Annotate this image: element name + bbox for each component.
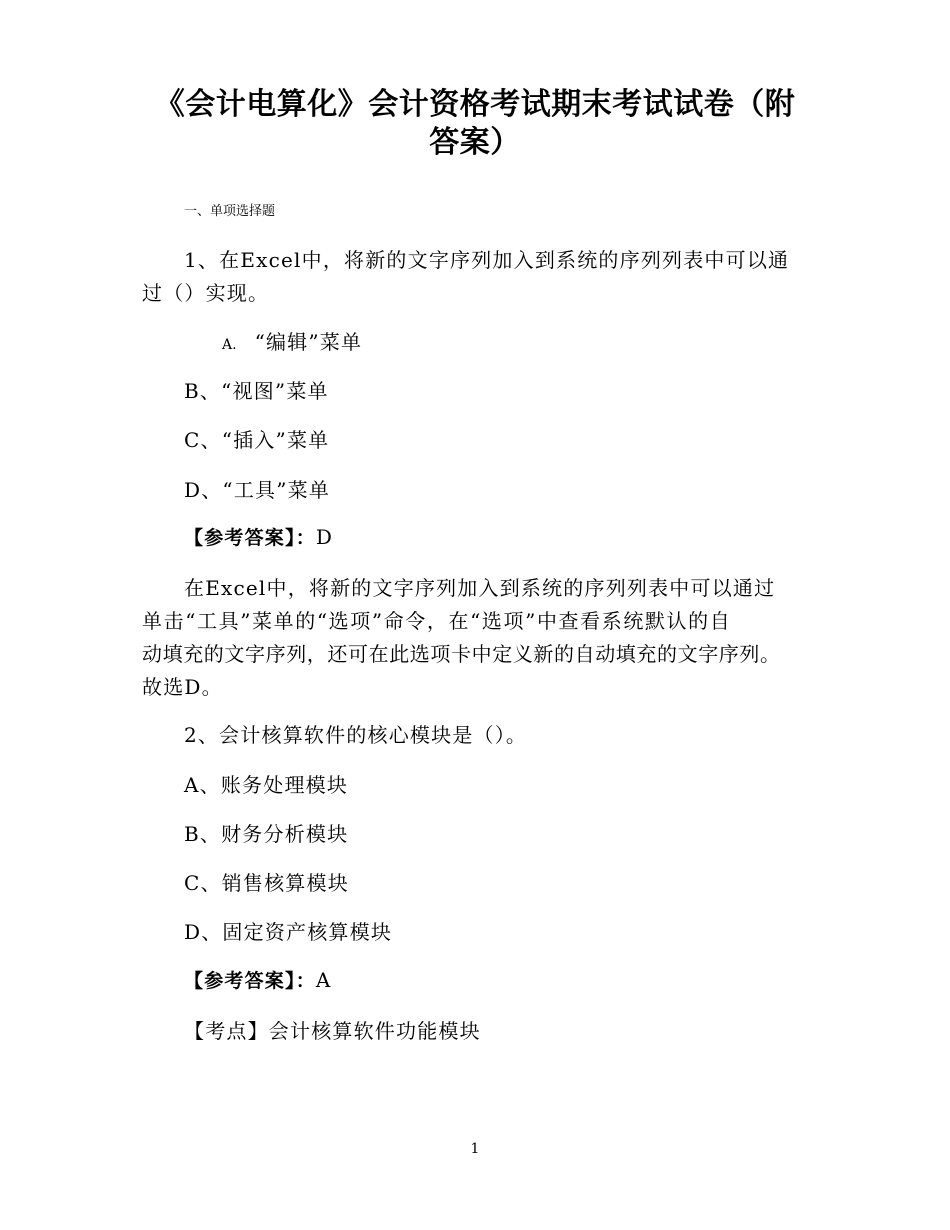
title-line-2: 答案） <box>429 125 521 160</box>
q1-explanation-line-1: 在Excel中，将新的文字序列加入到系统的序列列表中可以通过 <box>184 576 776 600</box>
q1-stem-line-2: 过（）实现。 <box>142 281 270 305</box>
q1-option-b: B、“视图”菜单 <box>184 379 329 403</box>
q1-answer <box>184 523 333 550</box>
q2-answer <box>184 966 332 993</box>
q2-kaodian: 【考点】会计核算软件功能模块 <box>184 1019 481 1043</box>
q1-option-a-label: A. <box>222 337 237 353</box>
q1-explanation-line-4: 故选D。 <box>142 675 223 699</box>
q2-option-d: D、固定资产核算模块 <box>184 920 393 944</box>
q1-option-a-text: “编辑”菜单 <box>254 330 363 354</box>
q1-option-c: C、“插入”菜单 <box>184 428 330 452</box>
q2-option-a: A、账务处理模块 <box>184 773 349 797</box>
q2-answer-value: A <box>315 968 332 992</box>
q2-stem: 2、会计核算软件的核心模块是（）。 <box>184 723 528 747</box>
q1-answer-label: 【参考答案】： <box>184 527 316 549</box>
title-line-1: 《会计电算化》会计资格考试期末考试试卷（附 <box>154 87 796 122</box>
q1-option-a <box>222 326 362 355</box>
q2-answer-label: 【参考答案】： <box>184 970 316 992</box>
q2-option-c: C、销售核算模块 <box>184 871 349 895</box>
q1-answer-value: D <box>315 525 334 549</box>
section-heading: 一、单项选择题 <box>184 204 276 219</box>
document-title <box>140 86 810 162</box>
page-number: 1 <box>470 1141 480 1157</box>
q1-explanation-line-3: 动填充的文字序列，还可在此选项卡中定义新的自动填充的文字序列。 <box>142 642 781 666</box>
q1-option-d: D、“工具”菜单 <box>184 478 331 502</box>
q1-explanation-line-2: 单击“工具”菜单的“选项”命令，在“选项”中查看系统默认的自 <box>142 609 732 633</box>
q2-option-b: B、财务分析模块 <box>184 822 349 846</box>
q1-stem-line-1: 1、在Excel中，将新的文字序列加入到系统的序列列表中可以通 <box>184 248 790 272</box>
